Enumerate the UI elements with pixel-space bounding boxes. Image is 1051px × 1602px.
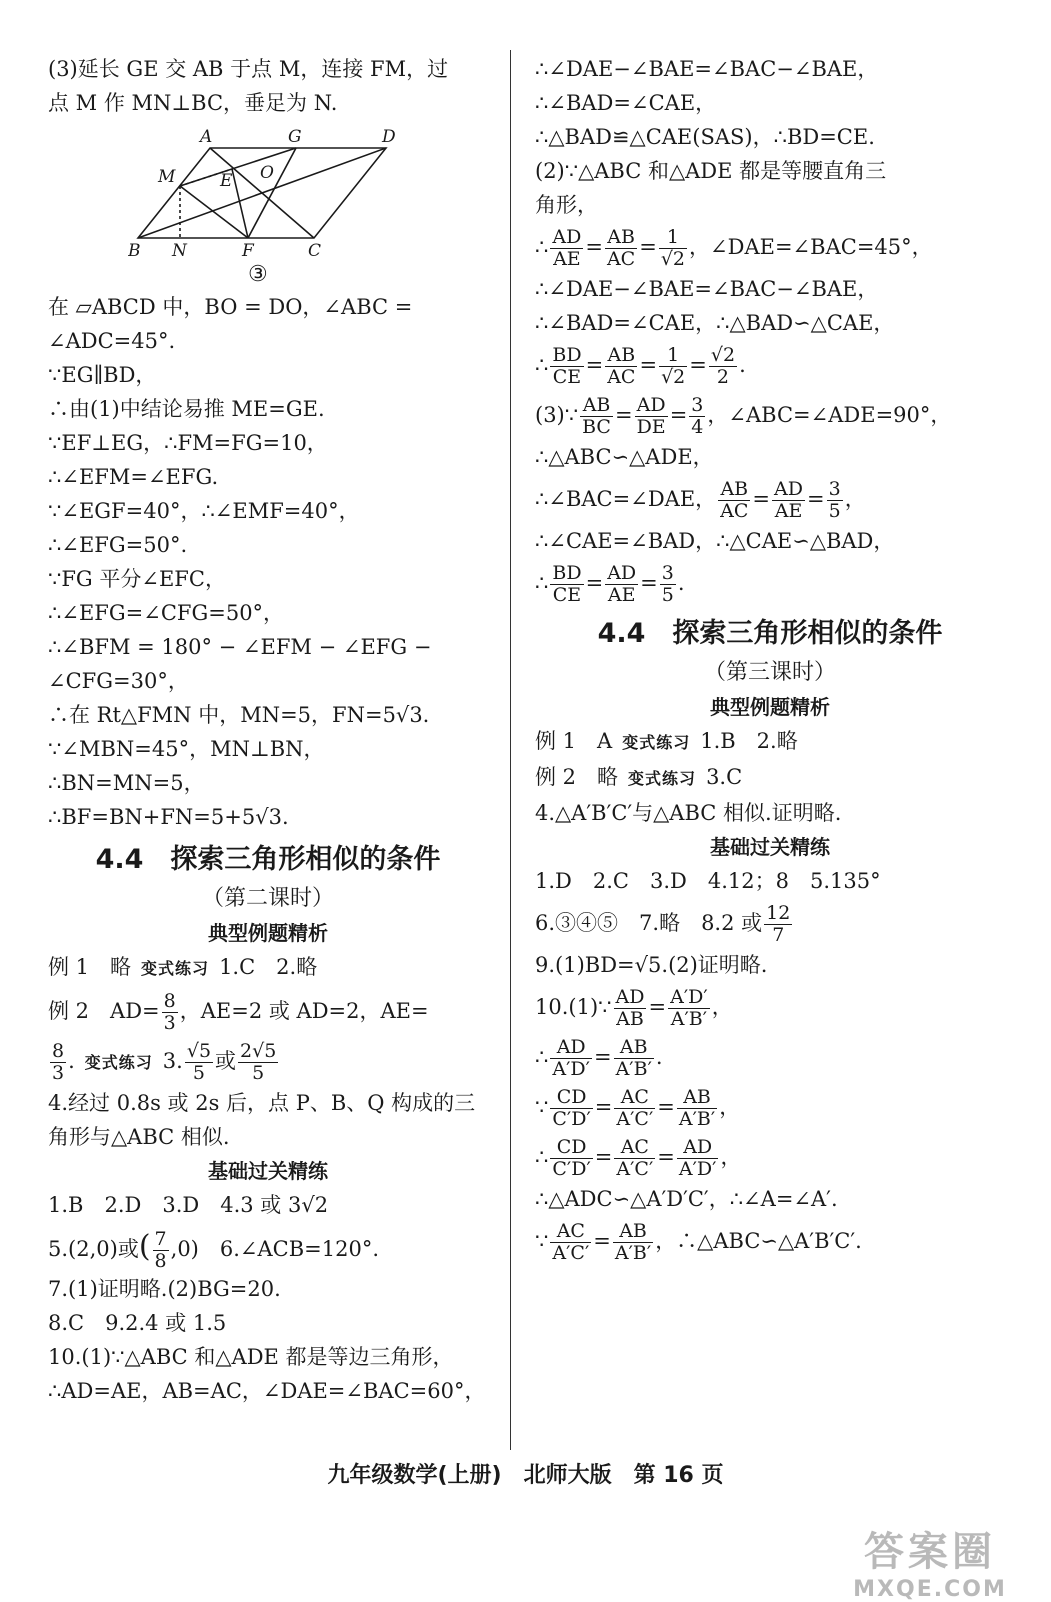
- answer-line: 7.(1)证明略.(2)BG=20.: [48, 1277, 281, 1301]
- section-subtitle: （第三课时）: [703, 660, 836, 685]
- equation-line: ∴ $\frac{CD}{C'D'}$ = $\frac{AC}{A'C'}$ = $\frac{AD}{A'D'}$ ，: [535, 1136, 742, 1180]
- proof-line: ∴∠DAE−∠BAE=∠BAC−∠BAE，: [535, 277, 879, 301]
- proof-line: ∴BN=MN=5，: [48, 771, 205, 795]
- proof-line: ∴∠BFM = 180° − ∠EFM − ∠EFG −: [48, 635, 432, 659]
- watermark-url: MXQE.COM: [853, 1577, 1007, 1602]
- proof-line: ∵EF⊥EG，∴FM=FG=10，: [48, 431, 328, 455]
- proof-line: ∴∠EFM=∠EFG.: [48, 465, 219, 489]
- proof-line: ∵∠EGF=40°，∴∠EMF=40°，: [48, 499, 360, 523]
- equation-line: ∴ $\frac{BD}{CE}$ = $\frac{AD}{AE}$ = $\frac{3}{5}$ .: [535, 562, 685, 606]
- label-n: N: [172, 241, 187, 260]
- proof-line: ∴BF=BN+FN=5+5√3.: [48, 805, 289, 829]
- answer-line: 1.D 2.C 3.D 4.12；8 5.135°: [535, 869, 881, 893]
- left-column: [48, 52, 488, 1408]
- example-2: [48, 986, 488, 1036]
- watermark-logo: [830, 1520, 1030, 1602]
- proof-line: ∴∠DAE−∠BAE=∠BAC−∠BAE，: [535, 57, 879, 81]
- variant-practice-tag: 变式练习: [628, 769, 697, 788]
- figure-caption: ③: [248, 262, 268, 287]
- proof-line: ∴∠EFG=∠CFG=50°，: [48, 601, 285, 625]
- proof-line: ∴△ADC∽△A′D′C′，∴∠A=∠A′.: [535, 1187, 838, 1211]
- proof-line: ∴△BAD≌△CAE(SAS)，∴BD=CE.: [535, 125, 875, 149]
- category-title: 基础过关精练: [208, 1159, 328, 1183]
- label-m: M: [158, 167, 176, 187]
- proof-line: 角形，: [535, 193, 598, 217]
- fraction: $\frac{7}{8}$: [154, 1228, 167, 1272]
- item-4: 4.经过 0.8s 或 2s 后，点 P、B、Q 构成的三: [48, 1091, 476, 1115]
- proof-line: ∴∠EFG=50°.: [48, 533, 188, 557]
- proof-line: ∵FG 平分∠EFC，: [48, 567, 226, 591]
- label-e: E: [220, 171, 233, 191]
- proof-line: ∴∠CAE=∠BAD，∴△CAE∽△BAD，: [535, 529, 895, 553]
- variant-practice-tag: 变式练习: [622, 733, 691, 752]
- proof-line: (2)∵△ABC 和△ADE 都是等腰直角三: [535, 159, 887, 183]
- equation-line: ∴ $\frac{BD}{CE}$ = $\frac{AB}{AC}$ = $\frac{1}{√2}$ = $\frac{√2}{2}$ .: [535, 344, 746, 388]
- category-title: 典型例题精析: [710, 695, 830, 719]
- equation-line: ∵ $\frac{AC}{A'C'}$ = $\frac{AB}{A'B'}$ ，∴△ABC∽△A′B′C′.: [535, 1220, 862, 1264]
- proof-line: ∴△ABC∽△ADE，: [535, 445, 714, 469]
- equation-line: ∵ $\frac{CD}{C'D'}$ = $\frac{AC}{A'C'}$ = $\frac{AB}{A'B'}$ ，: [535, 1086, 741, 1130]
- proof-line: ∵∠MBN=45°，MN⊥BN，: [48, 737, 325, 761]
- example-2-text: ，AE=2 或 AD=2，AE=: [179, 999, 429, 1023]
- category-title: 典型例题精析: [208, 921, 328, 945]
- intro-line: (3)延长 GE 交 AB 于点 M，连接 FM，过: [48, 57, 449, 81]
- fraction: $\frac{√5}{5}$: [186, 1040, 212, 1084]
- label-d: D: [382, 127, 396, 147]
- category-title: 基础过关精练: [710, 835, 830, 859]
- proof-line: ∴∠BAD=∠CAE，∴△BAD∽△CAE，: [535, 311, 895, 335]
- proof-line: ∵EG∥BD，: [48, 363, 157, 387]
- proof-line: ∠CFG=30°，: [48, 669, 189, 693]
- label-a: A: [200, 127, 213, 147]
- equation-line: 10.(1)∵ $\frac{AD}{AB}$ = $\frac{A'D'}{A'B'}$ ，: [535, 986, 733, 1030]
- watermark-text: 答案圈: [864, 1529, 996, 1575]
- answer-line-5: 5.(2,0)或( $\frac{7}{8}$ ,0) 6.∠ACB=120°.: [48, 1228, 380, 1272]
- section-title: 4.4 探索三角形相似的条件: [597, 618, 943, 649]
- parallelogram-diagram: [128, 120, 428, 260]
- answer-line: 1.B 2.D 3.D 4.3 或 3√2: [48, 1193, 329, 1217]
- answer-line: 10.(1)∵△ABC 和△ADE 都是等边三角形，: [48, 1345, 454, 1369]
- example-2-cont: $\frac{8}{3}$ . 变式练习 3. $\frac{√5}{5}$ 或 $\frac{2√5}{5}$: [52, 1040, 277, 1084]
- answer-line-6: 6.③④⑤ 7.略 8.2 或 $\frac{12}{7}$: [535, 902, 791, 946]
- fraction: $\frac{8}{3}$: [163, 990, 176, 1034]
- equation-line: (3)∵ $\frac{AB}{BC}$ = $\frac{AD}{DE}$ = $\frac{3}{4}$ ，∠ABC=∠ADE=90°，: [535, 394, 952, 438]
- page-footer: 九年级数学(上册) 北师大版 第 16 页: [327, 1463, 724, 1488]
- answer-line: ∴AD=AE，AB=AC，∠DAE=∠BAC=60°，: [48, 1379, 486, 1403]
- intro-line: 点 M 作 MN⊥BC，垂足为 N.: [48, 91, 338, 115]
- variant-practice-tag: 变式练习: [141, 959, 210, 978]
- label-f: F: [242, 241, 254, 260]
- equation-line: ∴∠BAC=∠DAE， $\frac{AB}{AC}$ = $\frac{AD}{AE}$ = $\frac{3}{5}$ ，: [535, 478, 866, 522]
- diagonal-ac: [210, 148, 314, 238]
- proof-line: ∴由(1)中结论易推 ME=GE.: [48, 397, 325, 421]
- answer-line: 9.(1)BD=√5.(2)证明略.: [535, 953, 768, 977]
- proof-block: [48, 290, 488, 834]
- item-4: 角形与△ABC 相似.: [48, 1125, 230, 1149]
- item-4: 4.△A′B′C′与△ABC 相似.证明略.: [535, 801, 842, 825]
- example-1: 例 1 A 变式练习 1.B 2.略: [535, 729, 798, 753]
- right-column: [535, 52, 1005, 1266]
- proof-line: 在 ▱ABCD 中，BO = DO，∠ABC =: [48, 295, 413, 319]
- variant-practice-tag: 变式练习: [84, 1053, 153, 1072]
- section-subtitle: （第二课时）: [201, 886, 334, 911]
- equation-line: ∴ $\frac{AD}{A'D'}$ = $\frac{AB}{A'B'}$ .: [535, 1036, 663, 1080]
- example-answers: 1.C 2.略: [219, 955, 318, 979]
- example-1: [48, 950, 488, 986]
- column-divider: [510, 50, 511, 1450]
- geometry-figure: [48, 120, 488, 290]
- proof-line: ∴在 Rt△FMN 中，MN=5，FN=5√3.: [48, 703, 430, 727]
- example-2-text: 例 2 AD=: [48, 999, 160, 1023]
- label-g: G: [288, 127, 302, 147]
- fraction: $\frac{2√5}{5}$: [240, 1040, 277, 1084]
- example-label: 例 1 略: [48, 955, 132, 979]
- proof-line: ∴∠BAD=∠CAE，: [535, 91, 717, 115]
- section-title: 4.4 探索三角形相似的条件: [95, 844, 441, 875]
- fraction: $\frac{8}{3}$: [52, 1040, 65, 1084]
- proof-line: ∠ADC=45°.: [48, 329, 176, 353]
- answer-line: 8.C 9.2.4 或 1.5: [48, 1311, 227, 1335]
- label-c: C: [308, 241, 322, 260]
- label-o: O: [260, 163, 274, 183]
- label-b: B: [128, 241, 141, 260]
- equation-line: ∴ $\frac{AD}{AE}$ = $\frac{AB}{AC}$ = $\frac{1}{√2}$ ，∠DAE=∠BAC=45°，: [535, 226, 933, 270]
- example-2: 例 2 略 变式练习 3.C: [535, 765, 743, 789]
